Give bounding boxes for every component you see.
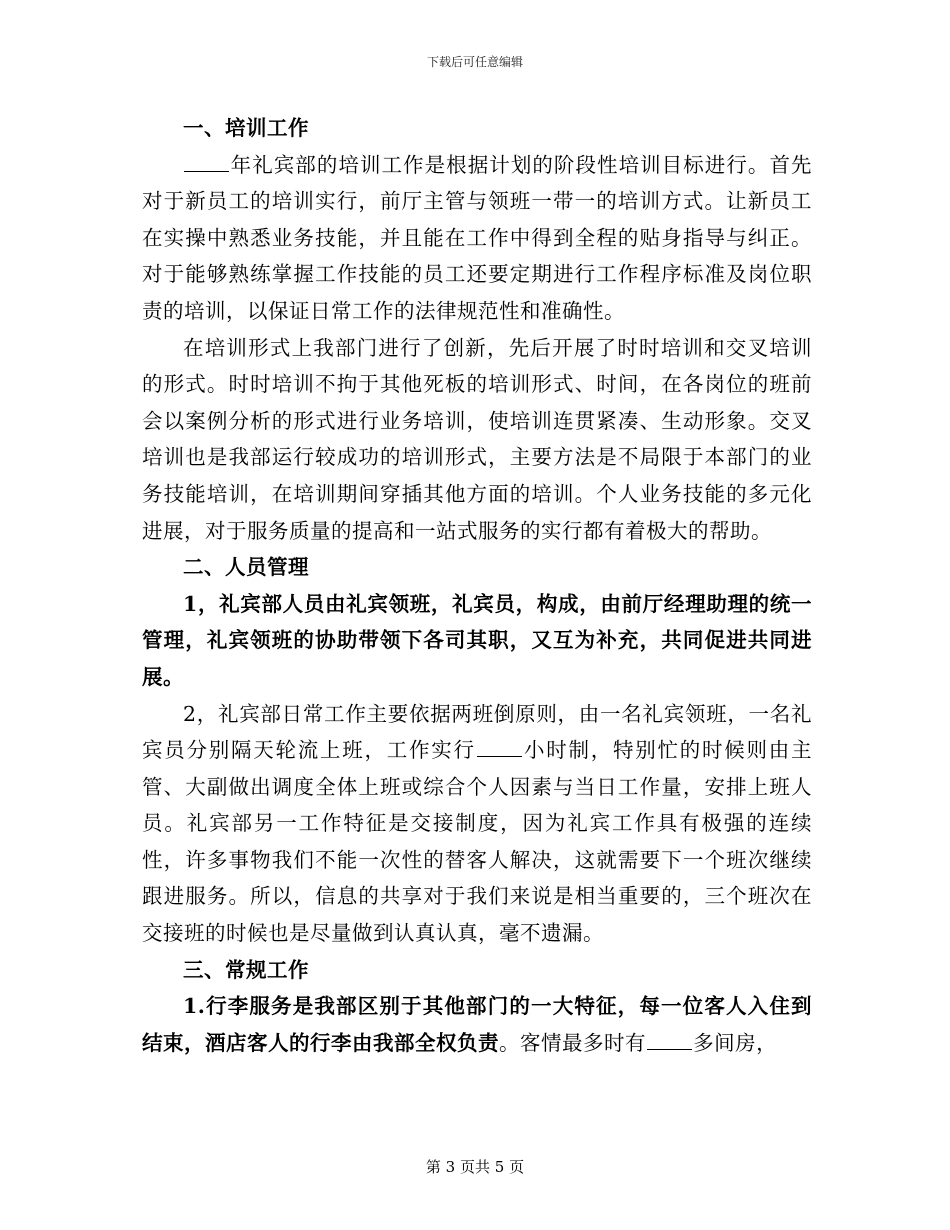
paragraph-routine-1 bbox=[142, 988, 812, 1061]
section-heading-routine: 三、常规工作 bbox=[183, 957, 309, 982]
paragraph-routine-1-text-b: 多间房， bbox=[693, 1030, 778, 1055]
paragraph-routine-1-bold: 1.行李服务是我部区别于其他部门的一大特征，每一位客人入住到结束，酒店客人的行李由我部全权负责 bbox=[142, 994, 812, 1055]
section-heading-training: 一、培训工作 bbox=[183, 116, 309, 140]
document-body bbox=[142, 110, 812, 1061]
paragraph-personnel-1: 1，礼宾部人员由礼宾领班，礼宾员，构成，由前厅经理助理的统一管理，礼宾领班的协助带领下各司其职，又互为补充，共同促进共同进展。 bbox=[142, 591, 812, 689]
paragraph-personnel-2-text-b: 小时制，特别忙的时候则由主管、大副做出调度全体上班或综合个人因素与当日工作量，安排上班人员。礼宾部另一工作特征是交接制度，因为礼宾工作具有极强的连续性，许多事物我们不能一次性的替客人解决，这就需要下一个班次继续跟进服务。所以，信息的共享对于我们来说是相当重要的，三个班次在交接班的时候也是尽量做到认真认真，毫不遗漏。 bbox=[142, 738, 813, 946]
paragraph-routine-1-text-a: 。客情最多时有 bbox=[499, 1030, 646, 1055]
page-header: 下载后可任意编辑 bbox=[426, 55, 523, 69]
blank-rooms bbox=[647, 1029, 692, 1049]
blank-year bbox=[184, 151, 229, 171]
paragraph-training-2: 在培训形式上我部门进行了创新，先后开展了时时培训和交叉培训的形式。时时培训不拘于其他死板的培训形式、时间，在各岗位的班前会以案例分析的形式进行业务培训，使培训连贯紧凑、生动形象。交叉培训也是我部运行较成功的培训形式，主要方法是不局限于本部门的业务技能培训，在培训期间穿插其他方面的培训。个人业务技能的多元化进展，对于服务质量的提高和一站式服务的实行都有着极大的帮助。 bbox=[142, 335, 812, 543]
paragraph-training-1 bbox=[142, 147, 812, 330]
paragraph-personnel-2-text-a: 2，礼宾部日常工作主要依据两班倒原则，由一名礼宾领班，一名礼宾员分别隔天轮流上班，工作实行 bbox=[142, 701, 812, 763]
page-footer: 第 3 页共 5 页 bbox=[425, 1158, 525, 1176]
section-heading-personnel: 二、人员管理 bbox=[183, 555, 309, 580]
blank-hours bbox=[477, 737, 522, 757]
paragraph-personnel-2 bbox=[142, 696, 812, 952]
paragraph-training-1-text: 年礼宾部的培训工作是根据计划的阶段性培训目标进行。首先对于新员工的培训实行，前厅主管与领班一带一的培训方式。让新员工在实操中熟悉业务技能，并且能在工作中得到全程的贴身指导与纠正。对于能够熟练掌握工作技能的员工还要定期进行工作程序标准及岗位职责的培训，以保证日常工作的法律规范性和准确性。 bbox=[142, 152, 812, 323]
